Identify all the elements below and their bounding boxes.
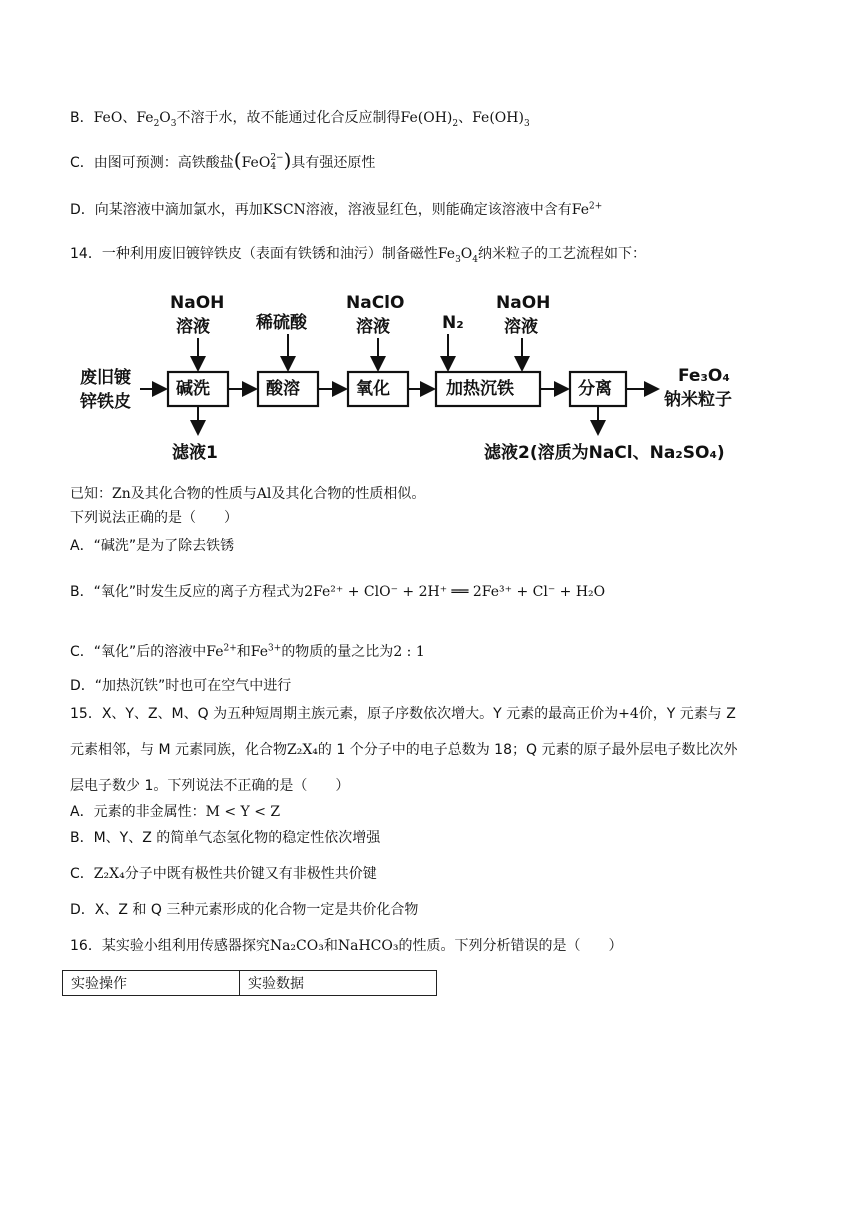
flow-top3-line1: NaClO	[346, 293, 405, 313]
q15-option-c: C．Z₂X₄分子中既有极性共价键又有非极性共价键	[70, 866, 377, 882]
q14-option-c: C．“氧化”后的溶液中$Fe^{2+}$和$Fe^{3+}$的物质的量之比为2 : 1	[70, 643, 425, 660]
q15-stem-line2: 元素相邻，与 M 元素同族，化合物Z₂X₄的 1 个分子中的电子总数为 18；Q 元素的原子最外层电子数比次外	[70, 742, 738, 758]
q16-table	[62, 970, 437, 996]
q15-option-a: A．元素的非金属性：M < Y < Z	[70, 804, 281, 820]
flow-output-line1: Fe₃O₄	[678, 366, 730, 386]
q15-stem-line3: 层电子数少 1。下列说法不正确的是（ ）	[70, 778, 350, 794]
q14-option-d: D．“加热沉铁”时也可在空气中进行	[70, 678, 292, 694]
flow-top5-line1: NaOH	[496, 293, 551, 313]
q15-stem-line1: 15．X、Y、Z、M、Q 为五种短周期主族元素，原子序数依次增大。Y 元素的最高正价为+4价，Y 元素与 Z	[70, 706, 736, 722]
q14-known: 已知：Zn及其化合物的性质与Al及其化合物的性质相似。	[70, 486, 426, 502]
flow-input-line1: 废旧镀	[80, 368, 131, 388]
q15-option-d: D．X、Z 和 Q 三种元素形成的化合物一定是共价化合物	[70, 902, 419, 918]
flow-top4: N₂	[442, 313, 464, 333]
flow-box3-label: 氧化	[356, 379, 390, 399]
flow-input-line2: 锌铁皮	[80, 392, 131, 412]
flow-bottom1: 滤液1	[172, 443, 218, 463]
flow-top1-line2: 溶液	[176, 317, 210, 337]
q14-ask: 下列说法正确的是（ ）	[70, 510, 238, 526]
flow-top3-line2: 溶液	[356, 317, 390, 337]
table-header-data: 实验数据	[240, 971, 437, 996]
q14-option-a: A．“碱洗”是为了除去铁锈	[70, 538, 235, 554]
flow-top2: 稀硫酸	[256, 313, 307, 333]
q13-option-d: D．向某溶液中滴加氯水，再加KSCN溶液，溶液显红色，则能确定该溶液中含有$Fe^{2+}$	[70, 201, 603, 218]
flow-bottom2: 滤液2(溶质为NaCl、Na₂SO₄)	[484, 443, 725, 463]
table-row	[63, 971, 437, 996]
flow-box2-label: 酸溶	[266, 379, 300, 399]
flow-box4-label: 加热沉铁	[446, 379, 514, 399]
q16-stem: 16．某实验小组利用传感器探究Na₂CO₃和NaHCO₃的性质。下列分析错误的是（ ）	[70, 938, 623, 954]
table-header-operation: 实验操作	[63, 971, 240, 996]
flow-box1-label: 碱洗	[176, 379, 210, 399]
q14-stem: 14．一种利用废旧镀锌铁皮（表面有铁锈和油污）制备磁性$Fe_3O_4$纳米粒子的工艺流程如下：	[70, 246, 647, 265]
flow-top5-line2: 溶液	[504, 317, 538, 337]
q13-option-b: B．FeO、$Fe_2O_3$不溶于水，故不能通过化合反应制得$Fe(OH)_2$、$Fe(OH)_3$	[70, 110, 530, 129]
flow-top1-line1: NaOH	[170, 293, 225, 313]
q15-option-b: B．M、Y、Z 的简单气态氢化物的稳定性依次增强	[70, 830, 381, 846]
q13-option-c: C．由图可预测：高铁酸盐(FeO 2− 4 )具有强还原性	[70, 148, 376, 172]
flow-box5-label: 分离	[578, 379, 612, 399]
flow-output-line2: 钠米粒子	[664, 390, 732, 410]
process-flow-diagram	[70, 282, 760, 472]
q14-option-b: B．“氧化”时发生反应的离子方程式为2Fe²⁺ + ClO⁻ + 2H⁺ ══ 2Fe³⁺ + Cl⁻ + H₂O	[70, 584, 606, 600]
